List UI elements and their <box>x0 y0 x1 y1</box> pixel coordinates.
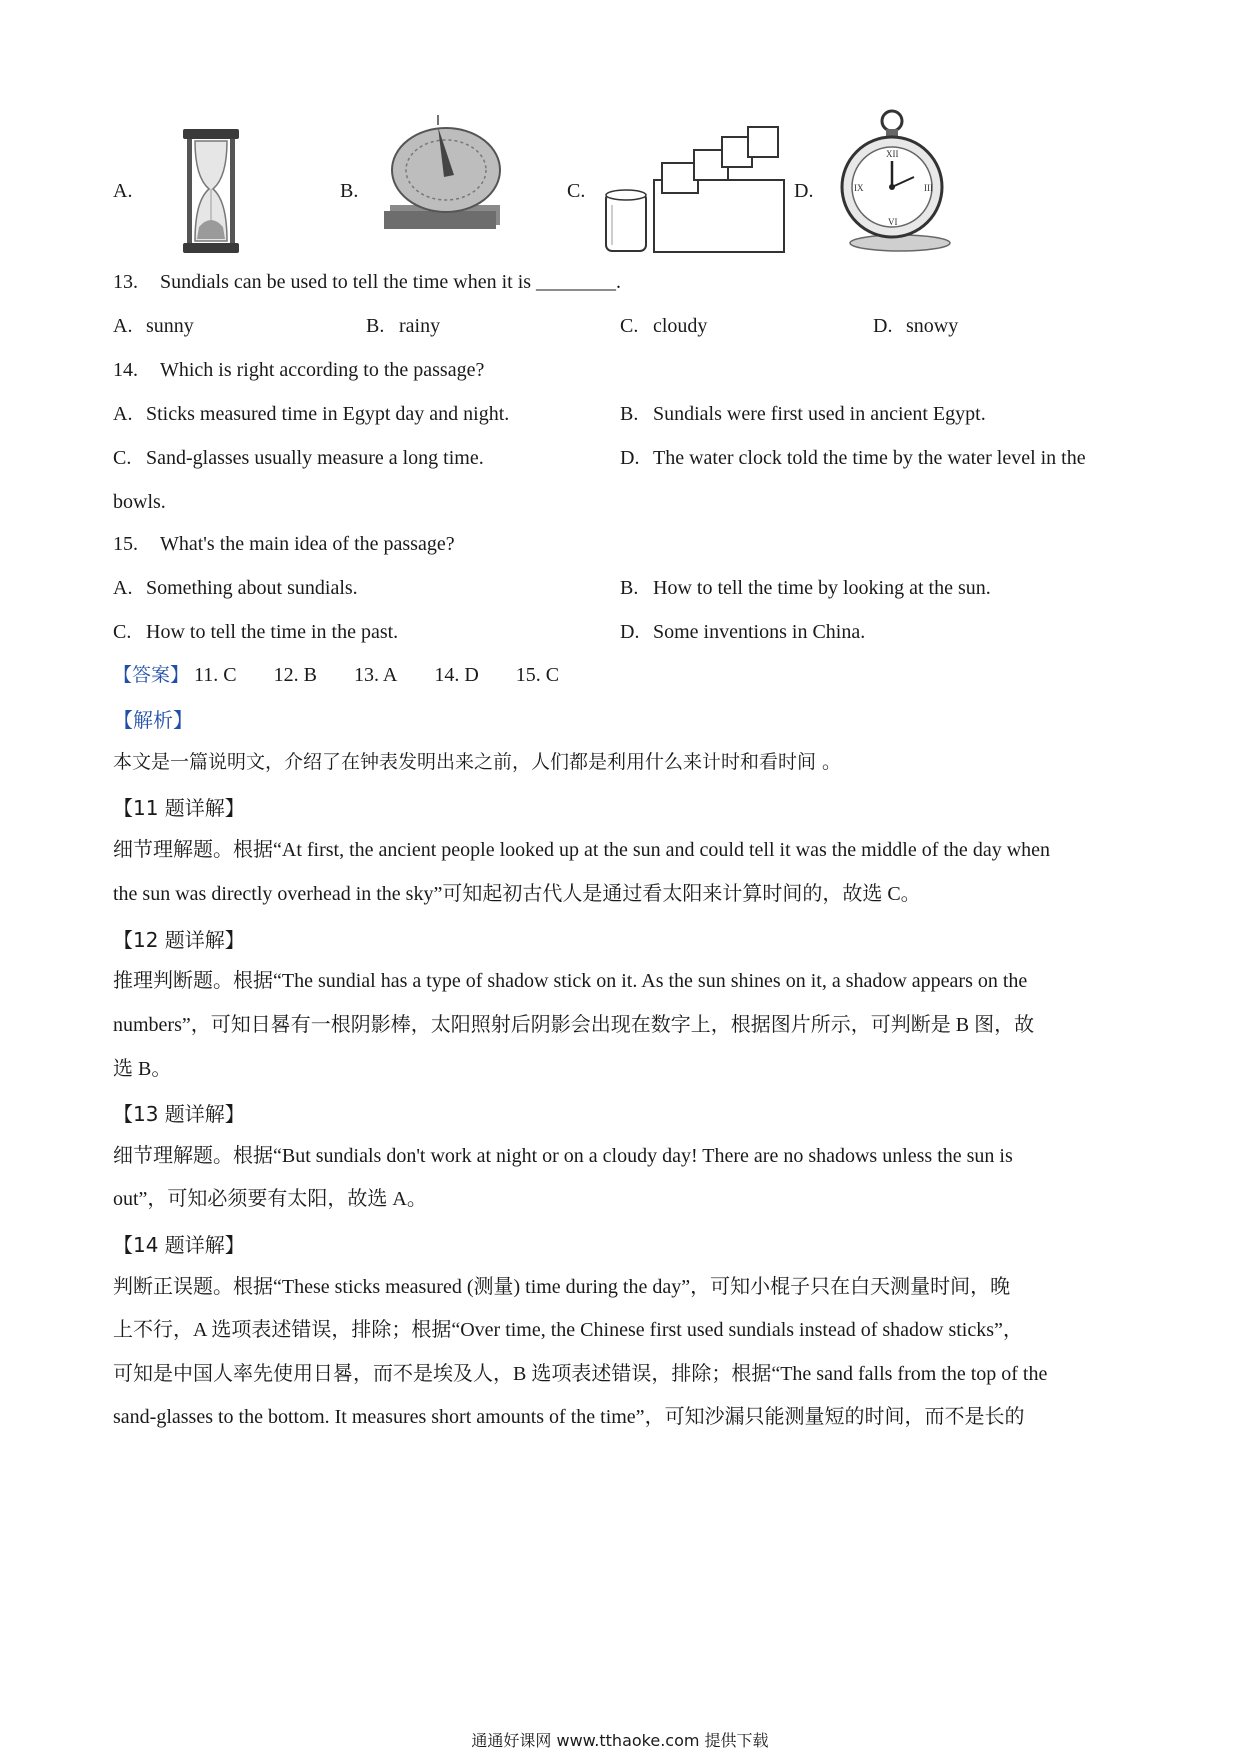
option-text: sunny <box>146 315 194 337</box>
option-text: cloudy <box>653 315 708 337</box>
q15-option-a <box>113 574 358 602</box>
page-footer: 通通好课网 www.tthaoke.com 提供下载 <box>471 1731 769 1750</box>
question-number: 13. <box>113 271 138 293</box>
detail-14-line: 判断正误题。根据“These sticks measured (测量) time during the day”，可知小棍子只在白天测量时间，晚 <box>113 1276 1011 1298</box>
option-text: How to tell the time by looking at the sun. <box>653 577 991 599</box>
option-letter: D. <box>794 180 814 202</box>
option-text: Something about sundials. <box>146 577 358 599</box>
question-stem: Sundials can be used to tell the time when it is ________. <box>160 271 622 293</box>
answer-item: 13. A <box>353 664 398 686</box>
option-letter: C. <box>620 315 639 337</box>
option-letter: B. <box>620 577 639 599</box>
question-number: 14. <box>113 359 138 381</box>
option-letter: C. <box>113 621 132 643</box>
question-stem: Which is right according to the passage? <box>160 359 485 381</box>
detail-12-line: 选 B。 <box>113 1058 172 1080</box>
detail-12-line: 推理判断题。根据“The sundial has a type of shadow stick on it. As the sun shines on it, a shadow appears on the <box>113 970 1028 992</box>
answer-tag: 【答案】 <box>113 664 190 686</box>
picture-option-a <box>113 105 353 275</box>
option-text: Sand-glasses usually measure a long time. <box>146 447 484 469</box>
detail-14-heading: 【14 题详解】 <box>113 1233 245 1257</box>
svg-text:VI: VI <box>888 217 898 227</box>
detail-12-heading: 【12 题详解】 <box>113 928 245 952</box>
question-13 <box>113 268 621 296</box>
answer-item: 15. C <box>515 664 560 686</box>
option-text: Some inventions in China. <box>653 621 866 643</box>
picture-option-b <box>340 105 580 275</box>
answer-item: 11. C <box>194 664 237 686</box>
detail-13-heading: 【13 题详解】 <box>113 1102 245 1126</box>
question-stem: What's the main idea of the passage? <box>160 533 455 555</box>
svg-text:XII: XII <box>886 149 899 159</box>
picture-option-c <box>567 105 807 275</box>
q14-option-d <box>620 444 1086 472</box>
detail-12-line: numbers”，可知日晷有一根阴影棒，太阳照射后阴影会出现在数字上，根据图片所示，可判断是 B 图，故 <box>113 1014 1035 1036</box>
option-letter: D. <box>620 621 640 643</box>
q15-option-b <box>620 574 991 602</box>
q15-option-c <box>113 618 398 646</box>
option-text: How to tell the time in the past. <box>146 621 399 643</box>
answer-item: 14. D <box>434 664 479 686</box>
option-letter: C. <box>113 447 132 469</box>
analysis-intro: 本文是一篇说明文，介绍了在钟表发明出来之前，人们都是利用什么来计时和看时间 。 <box>113 751 842 773</box>
picture-options <box>113 105 1133 275</box>
answer-line <box>113 661 591 689</box>
option-letter: B. <box>366 315 385 337</box>
q13-option-b <box>366 312 440 340</box>
svg-text:III: III <box>924 183 933 193</box>
detail-11-heading: 【11 题详解】 <box>113 796 245 820</box>
q15-option-d <box>620 618 865 646</box>
q14-option-d-continuation: bowls. <box>113 491 166 513</box>
question-14 <box>113 356 484 384</box>
detail-11-line: 细节理解题。根据“At first, the ancient people looked up at the sun and could tell it was the middle of the day when <box>113 839 1051 861</box>
analysis-tag: 【解析】 <box>113 708 193 732</box>
q13-option-d <box>873 312 958 340</box>
sundial-icon <box>380 115 505 233</box>
option-text: rainy <box>399 315 441 337</box>
pocket-watch-icon <box>834 105 954 255</box>
q14-option-c <box>113 444 484 472</box>
option-letter: A. <box>113 180 133 202</box>
q14-option-a <box>113 400 509 428</box>
detail-13-line: 细节理解题。根据“But sundials don't work at night or on a cloudy day! There are no shadows unless the sun is <box>113 1145 1013 1167</box>
q13-option-a <box>113 312 194 340</box>
detail-14-line: 可知是中国人率先使用日晷，而不是埃及人，B 选项表述错误，排除；根据“The sand falls from the top of the <box>113 1363 1048 1385</box>
svg-text:IX: IX <box>854 183 864 193</box>
q13-option-c <box>620 312 707 340</box>
option-letter: A. <box>113 315 133 337</box>
picture-option-d <box>794 105 1034 275</box>
water-clock-icon <box>604 125 794 255</box>
detail-14-line: sand-glasses to the bottom. It measures short amounts of the time”，可知沙漏只能测量短的时间，而不是长的 <box>113 1406 1025 1428</box>
detail-11-line: the sun was directly overhead in the sky”可知起初古代人是通过看太阳来计算时间的，故选 C。 <box>113 883 921 905</box>
answer-item: 12. B <box>273 664 317 686</box>
sand-glass-icon <box>181 127 241 255</box>
option-text: Sundials were first used in ancient Egypt. <box>653 403 986 425</box>
option-letter: D. <box>873 315 893 337</box>
option-letter: A. <box>113 403 133 425</box>
option-letter: C. <box>567 180 586 202</box>
q14-option-b <box>620 400 986 428</box>
option-letter: B. <box>620 403 639 425</box>
question-number: 15. <box>113 533 138 555</box>
option-text: The water clock told the time by the water level in the <box>653 447 1086 469</box>
detail-14-line: 上不行，A 选项表述错误，排除；根据“Over time, the Chinese first used sundials instead of shadow sticks”， <box>113 1319 1023 1341</box>
option-text: snowy <box>906 315 959 337</box>
option-letter: D. <box>620 447 640 469</box>
option-text: Sticks measured time in Egypt day and night. <box>146 403 510 425</box>
option-letter: A. <box>113 577 133 599</box>
option-letter: B. <box>340 180 359 202</box>
detail-13-line: out”，可知必须要有太阳，故选 A。 <box>113 1188 427 1210</box>
question-15 <box>113 530 455 558</box>
